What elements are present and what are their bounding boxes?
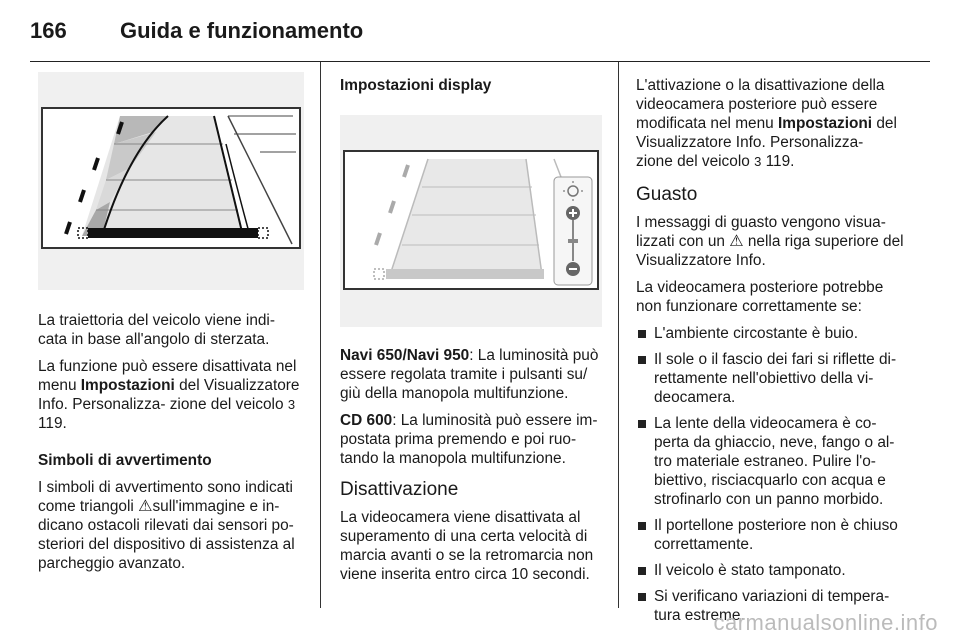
warning-triangle-icon: ⚠: [138, 498, 153, 515]
deactivation-heading: Disattivazione: [340, 479, 459, 500]
column-1: [38, 72, 306, 581]
conditions-intro: La videocamera posteriore potrebbe non funzionare correttamente se:: [636, 279, 884, 315]
header-rule: [30, 61, 930, 62]
list-item: Il sole o il fascio dei fari si riflette di- rettamente nell'obiettivo della vi- deocamera.: [636, 350, 904, 407]
navi-brightness-paragraph: Navi 650/Navi 950: La luminosità può essere regolata tramite i pulsanti su/ giù della manopola multifunzione.: [340, 347, 599, 402]
column-3: [636, 76, 904, 632]
fault-paragraph: I messaggi di guasto vengono visua- lizzati con un ⚠ nella riga superiore del Visualizzatore Info.: [636, 214, 904, 269]
warning-symbols-paragraph: I simboli di avvertimento sono indicati come triangoli ⚠sull'immagine e in- dicano ostacoli rilevati dai sensori po- steriori del dispositivo di assistenza al parcheggio avanzato.: [38, 479, 295, 572]
watermark: carmanualsonline.info: [713, 610, 938, 635]
list-item: La lente della videocamera è co- perta da ghiaccio, neve, fango o al- tro materiale estraneo. Pulire l'o- biettivo, risciacquarlo con acqua e strofinarlo con un panno morbido.: [636, 414, 904, 509]
deactivation-paragraph: La videocamera viene disattivata al superamento di una certa velocità di marcia avanti o se la retromarcia non viene inserita entro circa 10 secondi.: [340, 509, 594, 583]
fault-heading: Guasto: [636, 184, 698, 205]
cd600-brightness-paragraph: CD 600: La luminosità può essere im- postata prima premendo e poi ruo- tando la manopola multifunzione.: [340, 412, 598, 467]
arrow-ref-icon: 3: [754, 154, 762, 169]
page-header: [30, 18, 363, 44]
column-divider-2: [618, 62, 619, 608]
disable-paragraph: La funzione può essere disattivata nel menu Impostazioni del Visualizzatore Info. Personalizza- zione del veicolo 3 119.: [38, 358, 300, 432]
list-item: Si verificano variazioni di tempera- tura estreme.: [636, 587, 904, 625]
display-settings-figure: [340, 115, 602, 327]
list-item: Il portellone posteriore non è chiuso correttamente.: [636, 516, 904, 554]
display-settings-heading: Impostazioni display: [340, 77, 492, 94]
conditions-list: [636, 324, 904, 625]
section-title: Guida e funzionamento: [120, 18, 364, 43]
warning-symbols-heading: Simboli di avvertimento: [38, 452, 212, 469]
page-number: 166: [30, 18, 67, 43]
list-item: L'ambiente circostante è buio.: [636, 324, 904, 343]
column-2: [340, 76, 604, 592]
trajectory-paragraph: La traiettoria del veicolo viene indi- cata in base all'angolo di sterzata.: [38, 312, 275, 348]
activation-paragraph: L'attivazione o la disattivazione della videocamera posteriore può essere modificata nel menu Impostazioni del Visualizzatore Info. Personalizza- zione del veicolo 3 119.: [636, 77, 897, 170]
warning-triangle-icon: ⚠: [729, 233, 744, 250]
list-item: Il veicolo è stato tamponato.: [636, 561, 904, 580]
column-divider-1: [320, 62, 321, 608]
trajectory-figure: [38, 72, 304, 290]
arrow-ref-icon: 3: [287, 397, 296, 412]
